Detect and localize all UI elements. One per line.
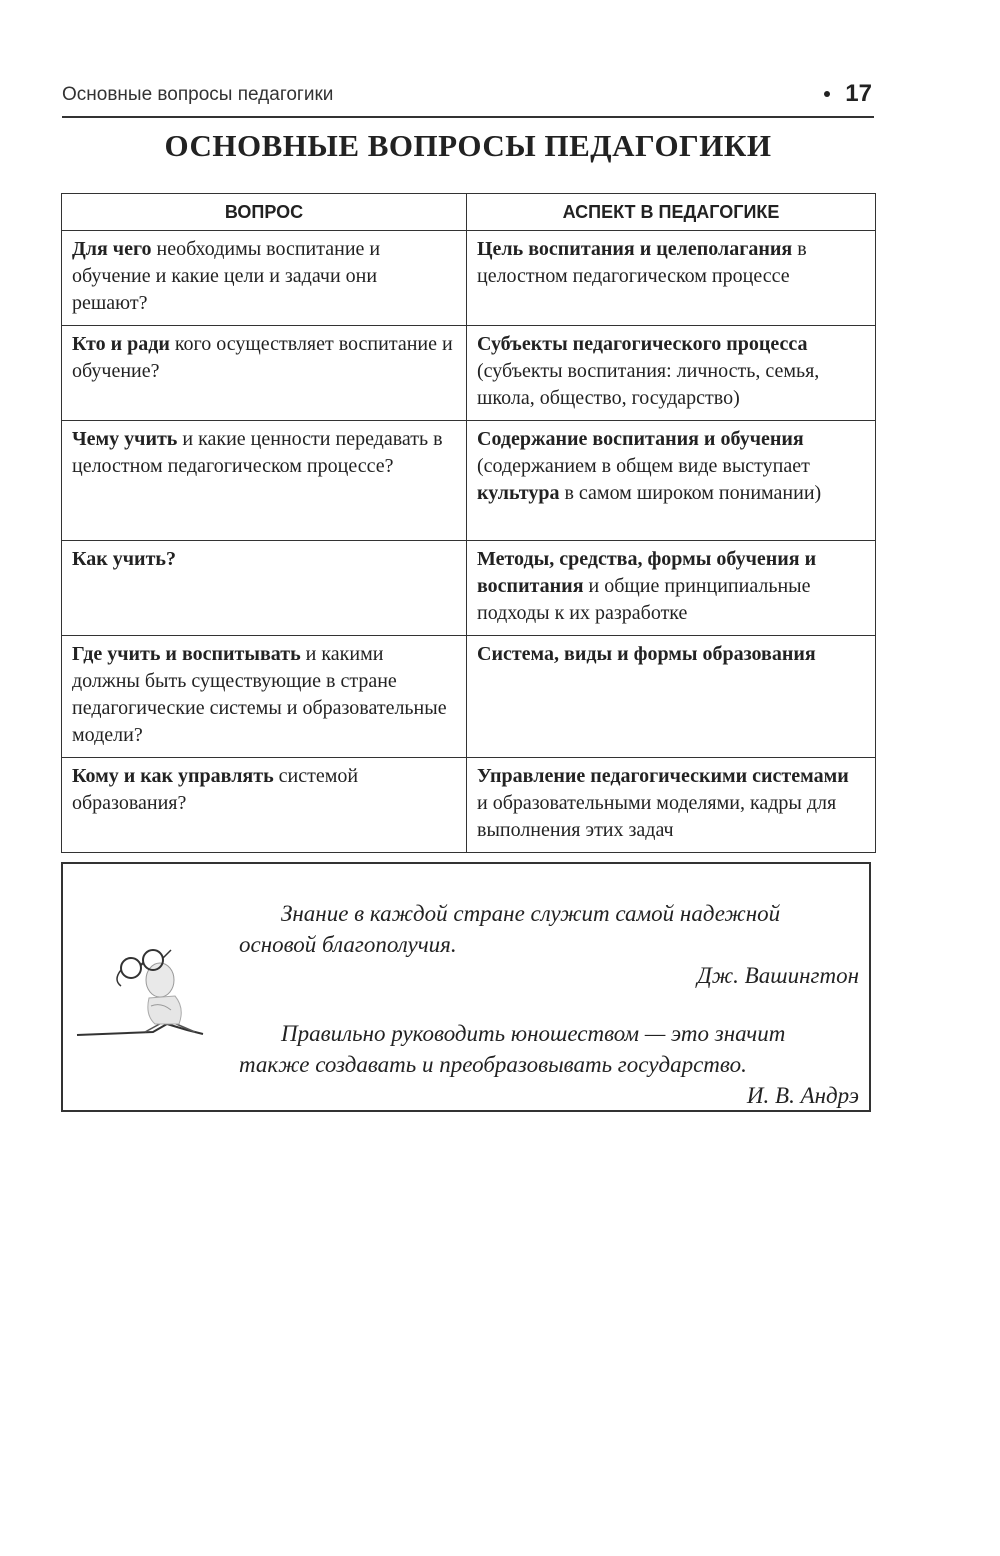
running-header [62,82,874,118]
aspect-cell [467,758,876,853]
page-title: ОСНОВНЫЕ ВОПРОСЫ ПЕДАГОГИКИ [164,128,772,163]
aspect-text: (содержанием в общем виде выступает [477,455,810,477]
aspect-cell [467,541,876,636]
table-row [62,326,876,421]
aspect-cell [467,326,876,421]
question-text: необходимы воспитание и обучение и какие цели и задачи они решают? [72,238,381,314]
column-header-aspect: АСПЕКТ В ПЕДАГОГИКЕ [467,194,876,231]
aspect-text: (субъекты воспитания: личность, семья, школа, общество, государство) [477,360,820,409]
question-text: кого осуществляет воспитание и обучение? [72,333,453,382]
question-text: системой образования? [72,765,359,814]
aspect-text-tail: в самом широком понимании) [559,482,822,504]
question-cell [62,421,467,541]
quote-author: Дж. Вашингтон [697,963,859,988]
aspect-text: и образовательными моделями, кадры для выполнения этих задач [477,792,837,841]
question-cell [62,541,467,636]
question-cell [62,231,467,326]
table-row [62,541,876,636]
running-title: Основные вопросы педагогики [62,84,334,105]
aspect-keyword: Цель воспитания и целеполагания [477,238,793,260]
question-keyword: Где учить и воспитывать [72,643,301,665]
question-keyword: Как учить? [72,548,176,570]
aspect-cell [467,636,876,758]
bullet-dot-icon [824,91,830,97]
questions-table [61,193,876,853]
question-text: и какие ценности передавать в целостном педагогическом процессе? [72,428,443,477]
table-row [62,421,876,541]
aspect-cell [467,421,876,541]
question-cell [62,758,467,853]
aspect-cell [467,231,876,326]
table-header-row [62,194,876,231]
quote-text: Знание в каждой стране служит самой надежной основой благополучия. [239,901,781,957]
aspect-keyword: Содержание воспитания и обучения [477,428,804,450]
table-row [62,231,876,326]
aspect-keyword: Система, виды и формы образования [477,643,816,665]
table-row [62,758,876,853]
question-cell [62,636,467,758]
aspect-keyword: Методы, средства, формы обучения и воспитания [477,548,817,597]
question-text: и какими должны быть существующие в стране педагогические системы и образовательные модели? [72,643,447,746]
aspect-keyword: Управление педагогическими системами [477,765,849,787]
column-header-question: ВОПРОС [62,194,467,231]
question-keyword: Кому и как управлять [72,765,274,787]
quote [239,898,859,991]
question-keyword: Для чего [72,238,152,260]
question-keyword: Чему учить [72,428,178,450]
aspect-text: в целостном педагогическом процессе [477,238,807,287]
quote [239,1018,859,1111]
table-row [62,636,876,758]
page-number: 17 [845,80,872,107]
aspect-keyword: Субъекты педагогического процесса [477,333,808,355]
question-cell [62,326,467,421]
aspect-text: и общие принципиальные подходы к их разработке [477,575,811,624]
question-keyword: Кто и ради [72,333,170,355]
professor-with-glasses-reading-icon [75,910,215,1040]
quote-text: Правильно руководить юношеством — это значит также создавать и преобразовывать государство. [239,1021,786,1077]
aspect-keyword-culture: культура [477,482,560,504]
quote-box [61,862,871,1112]
quote-author: И. В. Андрэ [746,1083,859,1108]
